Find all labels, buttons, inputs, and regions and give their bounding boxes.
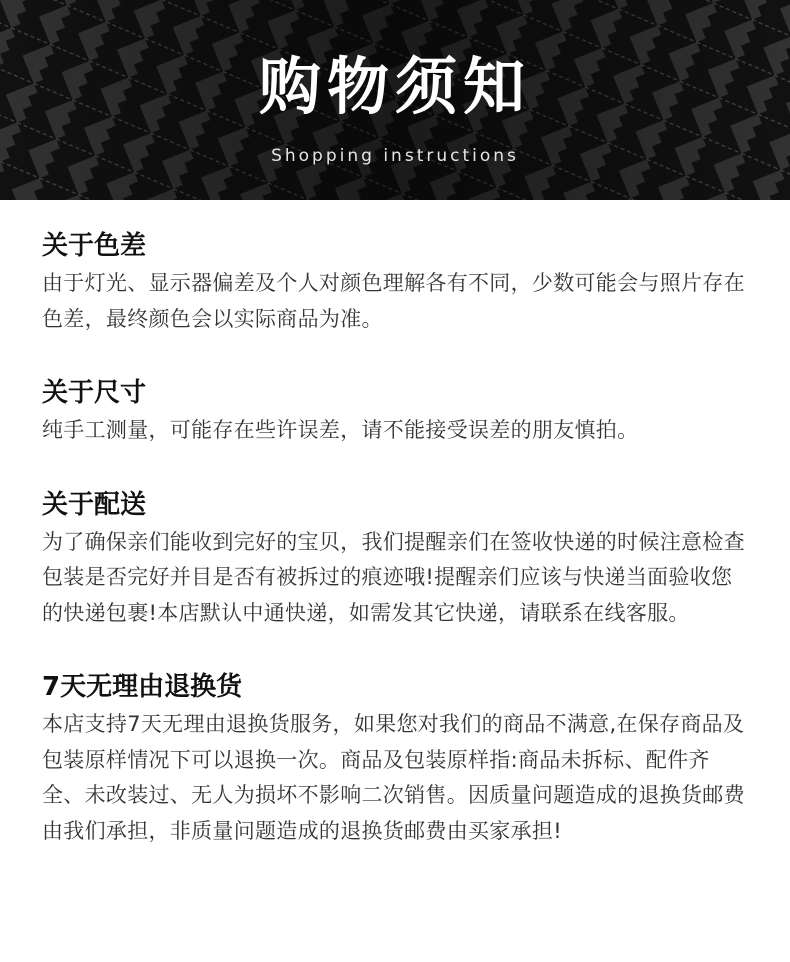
instructions-content xyxy=(0,200,790,849)
section-body: 为了确保亲们能收到完好的宝贝，我们提醒亲们在签收快递的时候注意检查包装是否完好并目是否有被拆过的痕迹哦!提醒亲们应该与快递当面验收您的快递包裹!本店默认中通快递，如需发其它快递，请联系在线客服。 xyxy=(42,529,745,625)
section-title: 7天无理由退换货 xyxy=(42,672,243,702)
page-subtitle: Shopping instructions xyxy=(271,146,519,166)
section-body: 本店支持7天无理由退换货服务，如果您对我们的商品不满意,在保存商品及包装原样情况下可以退换一次。商品及包装原样指:商品未拆标、配件齐全、未改装过、无人为损坏不影响二次销售。因质量问题造成的退换货邮费由我们承担，非质量问题造成的退换货邮费由买家承担! xyxy=(42,712,745,843)
section-returns xyxy=(42,669,748,849)
header-banner xyxy=(0,0,790,200)
section-title: 关于尺寸 xyxy=(42,378,147,408)
section-color-difference xyxy=(42,228,748,337)
page-title: 购物须知 xyxy=(258,50,531,123)
section-size xyxy=(42,375,748,449)
section-title: 关于配送 xyxy=(42,489,147,520)
section-delivery xyxy=(42,487,748,632)
section-body: 纯手工测量，可能存在些许误差，请不能接受误差的朋友慎拍。 xyxy=(42,418,639,442)
section-body: 由于灯光、显示器偏差及个人对颜色理解各有不同，少数可能会与照片存在色差，最终颜色会以实际商品为准。 xyxy=(42,271,745,331)
section-title: 关于色差 xyxy=(42,231,147,261)
